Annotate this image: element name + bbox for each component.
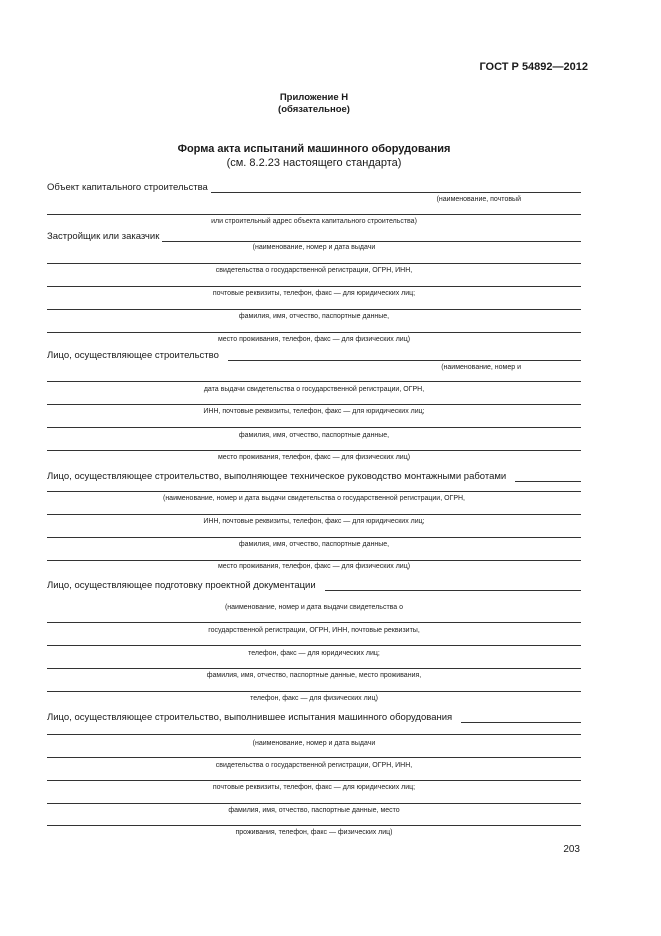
designer-caption-2: государственной регистрации, ОГРН, ИНН, почтовые реквизиты,: [208, 627, 420, 634]
designer-caption-3: телефон, факс — для юридических лиц;: [248, 650, 380, 657]
designer-field[interactable]: [47, 579, 581, 591]
builder-line-4[interactable]: [47, 427, 581, 428]
tech-lead-field[interactable]: [47, 470, 581, 482]
appendix-title: Приложение Н: [279, 92, 349, 103]
object-line-2[interactable]: [47, 214, 581, 215]
developer-field[interactable]: [47, 230, 581, 242]
builder-line-5[interactable]: [47, 450, 581, 451]
tester-field[interactable]: [47, 711, 581, 723]
builder-caption-4: фамилия, имя, отчество, паспортные данные,: [238, 432, 390, 439]
standard-number: ГОСТ Р 54892—2012: [479, 61, 588, 73]
designer-caption-4: фамилия, имя, отчество, паспортные данные, место проживания,: [206, 672, 422, 679]
designer-line-3[interactable]: [47, 645, 581, 646]
builder-caption-5: место проживания, телефон, факс — для физических лиц): [217, 454, 411, 461]
tester-caption-1: (наименование, номер и дата выдачи: [252, 740, 376, 747]
object-caption-1: (наименование, почтовый: [436, 196, 521, 203]
tech-lead-fill-line[interactable]: [515, 472, 581, 482]
tech-lead-line-4[interactable]: [47, 537, 581, 538]
object-fill-line[interactable]: [211, 183, 581, 193]
developer-line-5[interactable]: [47, 332, 581, 333]
builder-line-2[interactable]: [47, 381, 581, 382]
tech-lead-line-3[interactable]: [47, 514, 581, 515]
tech-lead-caption-4: место проживания, телефон, факс — для физических лиц): [217, 563, 411, 570]
tech-lead-label: Лицо, осуществляющее строительство, выполняющее техническое руководство монтажными работами: [47, 471, 507, 482]
designer-line-5[interactable]: [47, 691, 581, 692]
developer-caption-3: почтовые реквизиты, телефон, факс — для юридических лиц;: [212, 290, 416, 297]
tech-lead-caption-2: ИНН, почтовые реквизиты, телефон, факс — для юридических лиц;: [203, 518, 425, 525]
tester-label: Лицо, осуществляющее строительство, выполнившее испытания машинного оборудования: [47, 712, 453, 723]
developer-line-4[interactable]: [47, 309, 581, 310]
builder-label: Лицо, осуществляющее строительство: [47, 350, 219, 361]
tester-line-4[interactable]: [47, 780, 581, 781]
designer-fill-line[interactable]: [325, 581, 581, 591]
tester-line-2[interactable]: [47, 734, 581, 735]
tester-caption-5: проживания, телефон, факс — физических лиц): [235, 829, 393, 836]
developer-caption-1: (наименование, номер и дата выдачи: [252, 244, 376, 251]
tech-lead-caption-3: фамилия, имя, отчество, паспортные данные,: [238, 541, 390, 548]
object-caption-2: или строительный адрес объекта капитального строительства): [211, 218, 417, 225]
builder-line-3[interactable]: [47, 404, 581, 405]
designer-caption-5: телефон, факс — для физических лиц): [250, 695, 378, 702]
form-subtitle: (см. 8.2.23 настоящего стандарта): [226, 157, 402, 169]
builder-caption-1: (наименование, номер и: [441, 364, 521, 371]
developer-caption-5: место проживания, телефон, факс — для физических лиц): [217, 336, 411, 343]
developer-label: Застройщик или заказчик: [47, 231, 160, 242]
designer-line-2[interactable]: [47, 622, 581, 623]
tech-lead-line-2[interactable]: [47, 491, 581, 492]
builder-caption-2: дата выдачи свидетельства о государственной регистрации, ОГРН,: [203, 386, 425, 393]
developer-caption-2: свидетельства о государственной регистрации, ОГРН, ИНН,: [215, 267, 413, 274]
object-label: Объект капитального строительства: [47, 182, 208, 193]
form-title: Форма акта испытаний машинного оборудования: [177, 143, 451, 155]
tester-line-3[interactable]: [47, 757, 581, 758]
object-field[interactable]: [47, 181, 581, 193]
tester-caption-2: свидетельства о государственной регистрации, ОГРН, ИНН,: [215, 762, 413, 769]
designer-line-4[interactable]: [47, 668, 581, 669]
developer-line-2[interactable]: [47, 263, 581, 264]
tech-lead-caption-1: (наименование, номер и дата выдачи свидетельства о государственной регистрации, ОГРН,: [162, 495, 465, 502]
builder-field[interactable]: [47, 349, 581, 361]
designer-caption-1: (наименование, номер и дата выдачи свидетельства о: [224, 604, 404, 611]
tester-caption-4: фамилия, имя, отчество, паспортные данные, место: [228, 807, 400, 814]
developer-fill-line[interactable]: [162, 232, 581, 242]
page-number: 203: [563, 844, 580, 855]
tester-caption-3: почтовые реквизиты, телефон, факс — для юридических лиц;: [212, 784, 416, 791]
tester-line-6[interactable]: [47, 825, 581, 826]
tech-lead-line-5[interactable]: [47, 560, 581, 561]
builder-fill-line[interactable]: [228, 351, 581, 361]
tester-fill-line[interactable]: [461, 713, 581, 723]
designer-label: Лицо, осуществляющее подготовку проектной документации: [47, 580, 316, 591]
developer-line-3[interactable]: [47, 286, 581, 287]
developer-caption-4: фамилия, имя, отчество, паспортные данные,: [238, 313, 390, 320]
appendix-subtitle: (обязательное): [278, 104, 350, 115]
tester-line-5[interactable]: [47, 803, 581, 804]
builder-caption-3: ИНН, почтовые реквизиты, телефон, факс — для юридических лиц;: [203, 408, 425, 415]
